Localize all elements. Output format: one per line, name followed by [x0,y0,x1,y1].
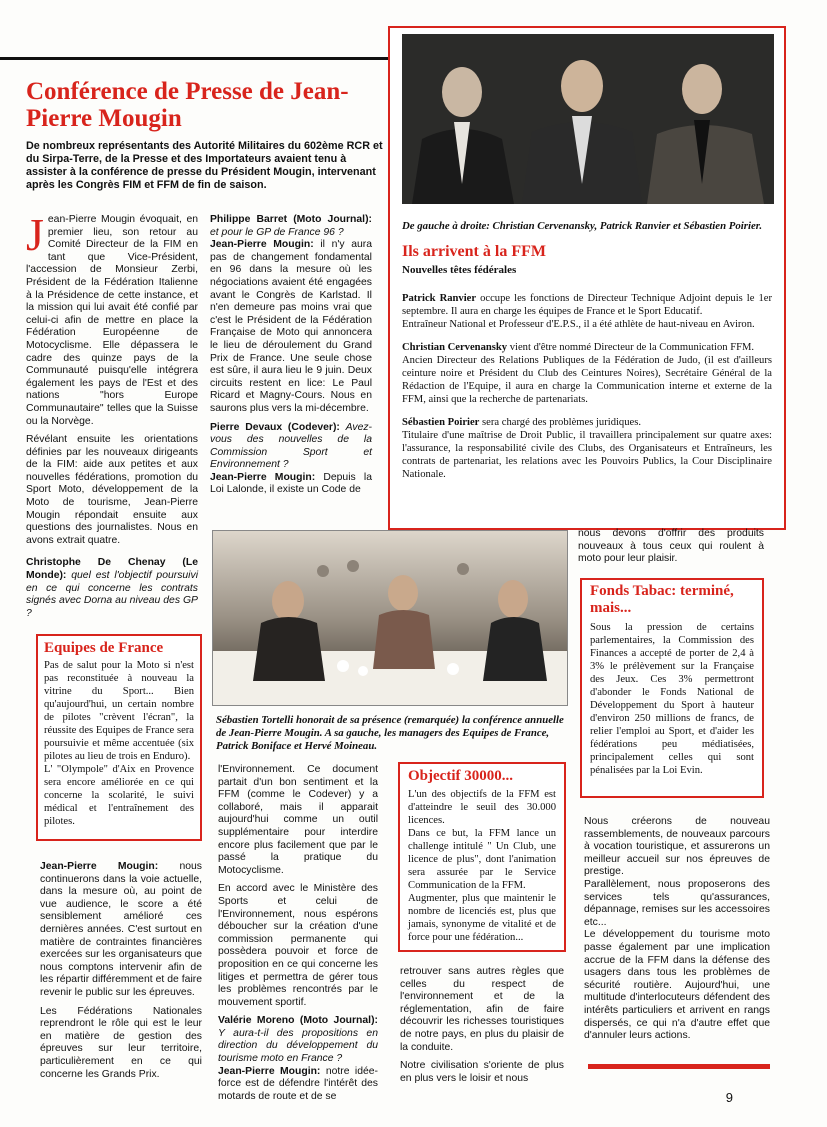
col2b-paragraph-1: l'Environnement. Ce document partait d'un bon sentiment et la FFM (comme le Codever) y a collaboré, mais il apparait aujourd'hui comme un outil supplémentaire pour interdire encore plus facilement que par le passé la pratique du Motocyclisme. [218,764,378,876]
respondent: Jean-Pierre Mougin: [40,861,159,872]
end-rule [588,1064,770,1069]
objectif-body: L'un des objectifs de la FFM est d'atteindre le seuil des 30.000 licences. [408,789,556,826]
col4-top-paragraph: nous devons d'offrir des produits nouveaux à tous ceux qui roulent à moto pour leur plaisir. [578,528,764,565]
page-number: 9 [725,1090,733,1105]
column-1 [26,209,198,626]
column-2 [210,214,372,503]
respondent: Jean-Pierre Mougin: [218,1065,321,1077]
col4-paragraph-1: Nous créerons de nouveau rassemblements, de nouveaux parcours à vocation touristique, et assurerons un meilleur accueil sur nos épreuves de prestige. [584,816,770,878]
ffm-person-2-more: Ancien Directeur des Relations Publiques de la Fédération de Judo, (il est d'ailleurs ceinture noire et Président du Club des Ceintures Noires), Secrétaire Général de la Rédaction de l'Equipe, il aura en charge la Communication interne et externe de la FFM, ainsi que la recherche de partenariats. [402,355,772,405]
article-intro: De nombreux représentants des Autorité Militaires du 602ème RCR et du Sirpa-Terre, de la Presse et des Importateurs avaient tenu à assister à la conférence de presse du Président Mougin, intervenant après les Congrès FIM et FFM de fin de saison. [26,140,383,191]
questioner: Philippe Barret (Moto Journal): [210,214,372,225]
ffm-photo-caption: De gauche à droite: Christian Cervenansky, Patrick Ranvier et Sébastien Poirier. [402,220,763,232]
article-title: Conférence de Presse de Jean-Pierre Mougin [26,78,349,132]
banquet-photo-caption: Sébastien Tortelli honorait de sa présence (remarquée) la conférence annuelle de Jean-Pierre Mougin. A sa gauche, les managers des Equipes de France, Patrick Boniface et Hervé Moineau. [216,714,564,752]
answer: nous continuerons dans la voie actuelle, dans la mesure où, au point de vue audience, le score a été sensiblement amélioré ces dernières années. C'est surtout en matière de contraintes financières exercées sur les organisateurs que nous comptons intervenir afin de les répartir différemment et de faire revenir le public sur les épreuves. [40,861,203,998]
question: Avez-vous des nouvelles de la Commission Sport et Environnement ? [210,421,372,471]
drop-cap: J [26,209,44,260]
ffm-person-2-text: vient d'être nommé Directeur de la Communication FFM. [509,342,755,353]
top-rule [0,57,388,60]
col3-paragraph: retrouver sans autres règles que celles du respect de l'environnement et de la réglementation, afin de faire découvrir les richesses touristiques de notre pays, en plus du plaisir de la conduite. [400,966,564,1053]
col4-paragraph-3: Le développement du tourisme moto passe également par une implication accrue de la FFM dans la défense des usagers dans tous les problèmes de sécurité routière. Aujourd'hui, une multitude d'interlocuteurs défendent des intérêts particuliers et arrivent en rangs dispersés, ce qui n'a d'autre effet que d'annuler leurs actions. [584,929,770,1042]
col2b-paragraph-2: En accord avec le Ministère des Sports et celui de l'Environnement, nous espérons déboucher sur la création d'une commission permanente qui possèdera pouvoir et force de proposition en ce qui concerne les litiges et permettra de gérer tous les problèmes rencontrés par le mouvement sportif. [218,883,378,1008]
banquet-photo [213,531,567,705]
answer: Depuis la Loi Lalonde, il existe un Code de [210,471,372,496]
equipes-de-france-box [36,634,202,841]
ffm-body [402,292,772,481]
col4-paragraph-2: Parallèlement, nous proposerons des services tels qu'assurances, dépannage, remises sur les accessoires etc... [584,878,770,928]
col1-paragraph-2: Révélant ensuite les orientations définies par les nouveaux dirigeants de la FIM: aide aux petites et aux nouvelles fédérations, promotion du Sport Moto, développement de la Moto de tourisme, Jean-Pierre Mougin répondait ensuite aux questions des journalistes. Nous en avons extrait quatre. [26,434,198,546]
ffm-person-1-text: occupe les fonctions de Directeur Technique Adjoint depuis le 1er septembre. Il aura en charge les équipes de France et le Sport Educatif. [402,293,773,317]
column-4 [584,816,770,1043]
ffm-person-3: Sébastien Poirier [402,417,480,428]
answer-continued: Les Fédérations Nationales reprendront le rôle qui est le leur en matière de gestion des épreuves sur leur territoire, particulièrement en ce qui concerne les Grands Prix. [40,1005,202,1080]
ffm-person-3-text: sera chargé des problèmes juridiques. [482,417,641,428]
ffm-person-1-more: Entraîneur National et Professeur d'E.P.S., il a été athlète de haut-niveau en Aviron. [402,319,755,330]
objectif-box [398,762,566,952]
respondent: Jean-Pierre Mougin: [210,471,316,483]
column-4-top [578,528,764,572]
col1-paragraph-1: ean-Pierre Mougin évoquait, en premier lieu, son retour au Comité Directeur de la FIM en tant que Vice-Président, l'accession de Monsieur Zerbi, Président de la Fédération Italienne à la Présidence de cette instance, et la mission qui lui avait été confié par celui-ci afin de mettre en place la Fédération Européenne de Motocyclisme. Elle dépassera le cadre des quinze pays de la Communauté puisqu'elle intégrera également les pays de l'Est et des nations "hors Europe Communautaire" telles que la Suisse ou la Norvège. [26,214,198,427]
answer: notre idée-force est de défendre l'intérêt des motards de route et de se [218,1065,378,1102]
objectif-body-2: Dans ce but, la FFM lance un challenge intitulé " Un Club, une licence de plus", dont l'animation sera assurée par le Service Communication de la FFM. [408,828,556,891]
ffm-person-1: Patrick Ranvier [402,293,477,304]
ffm-title: Ils arrivent à la FFM [402,243,546,260]
questioner: Pierre Devaux (Codever): [210,421,340,433]
question: Y aura-t-il des propositions en direction du développement du tourisme moto en France ? [218,1027,378,1065]
equipes-body: Pas de salut pour la Moto si n'est pas reconstituée à nouveau la vitrine du Sport... Bien qu'aujourd'hui, un certain nombre de pilotes "crèvent l'écran", la réussite des Equipes de France sera poursuivie et même accentuée (six pilotes au lieu de trois en Enduro). [44,660,194,762]
column-2-bottom [218,764,378,1109]
column-1-bottom [40,861,202,1087]
equipes-body-2: L' "Olympole" d'Aix en Provence sera encore améliorée en ce qui concerne la scolarité, le suivi médical et l'entraînement des pilotes. [44,764,194,827]
fonds-tabac-box [580,578,764,798]
col3-paragraph-2: Notre civilisation s'oriente de plus en plus vers le loisir et nous [400,1060,564,1084]
column-3-bottom [400,966,564,1091]
question: quel est l'objectif poursuivi en ce qui concerne les contrats signés avec Dorna au niveau des GP ? [26,570,198,619]
ffm-person-3-more: Titulaire d'une maîtrise de Droit Public, il travaillera principalement sur quatre axes: l'assurance, la responsabilité civile des Clubs, des Organisateurs et Entraîneurs, les contrats de partenariat, les relations avec les Pouvoirs Publics, la Cour Disciplinaire Nationale. [402,430,772,480]
questioner: Valérie Moreno (Moto Journal): [218,1015,378,1027]
ffm-person-2: Christian Cervenansky [402,342,508,353]
objectif-title: Objectif 30000... [408,768,513,784]
equipes-title: Equipes de France [44,640,164,656]
fonds-tabac-title: Fonds Tabac: terminé, mais... [590,583,734,616]
ffm-subtitle: Nouvelles têtes fédérales [402,264,517,276]
banquet-photo-frame [212,530,568,706]
fonds-tabac-body: Sous la pression de certains parlementaires, la Commission des Finances a accepté de porter de 2,4 à 3% le prélèvement sur la Française des Jeux. Ces 3% permettront d'abonder le Fonds National de Développement du Sport à hauteur d'environ 250 millions de francs, de relier l'emploi au Sport, et d'aider les fédérations peu médiatisées, principalement celles qui sont pénalisées par la Loi Evin. [590,622,754,776]
questioner: Christophe De Chenay (Le Monde): [26,557,198,582]
ffm-photo [402,34,774,204]
objectif-body-3: Augmenter, plus que maintenir le nombre de licenciés est, plus que jamais, synonyme de vitalité et de force pour une fédération... [408,893,556,943]
three-men-photo [402,34,774,204]
respondent: Jean-Pierre Mougin: [210,239,314,251]
ffm-box [388,26,786,530]
answer: il n'y aura pas de changement fondamental en 96 dans la mesure où les négociations avaient été engagées avant le Congrès de Karlstad. Il n'en demeure pas moins vrai que c'est le Président de la Fédération Française de Moto qui annoncera le lieu de déroulement du Grand Prix de France. Une seule chose est sûre, il aura lieu le 9 juin. Deux circuits restent en lice: Le Paul Ricard et Magny-Cours. Nous en saurons plus vers la mi-décembre. [210,239,372,414]
question: et pour le GP de France 96 ? [210,226,344,238]
